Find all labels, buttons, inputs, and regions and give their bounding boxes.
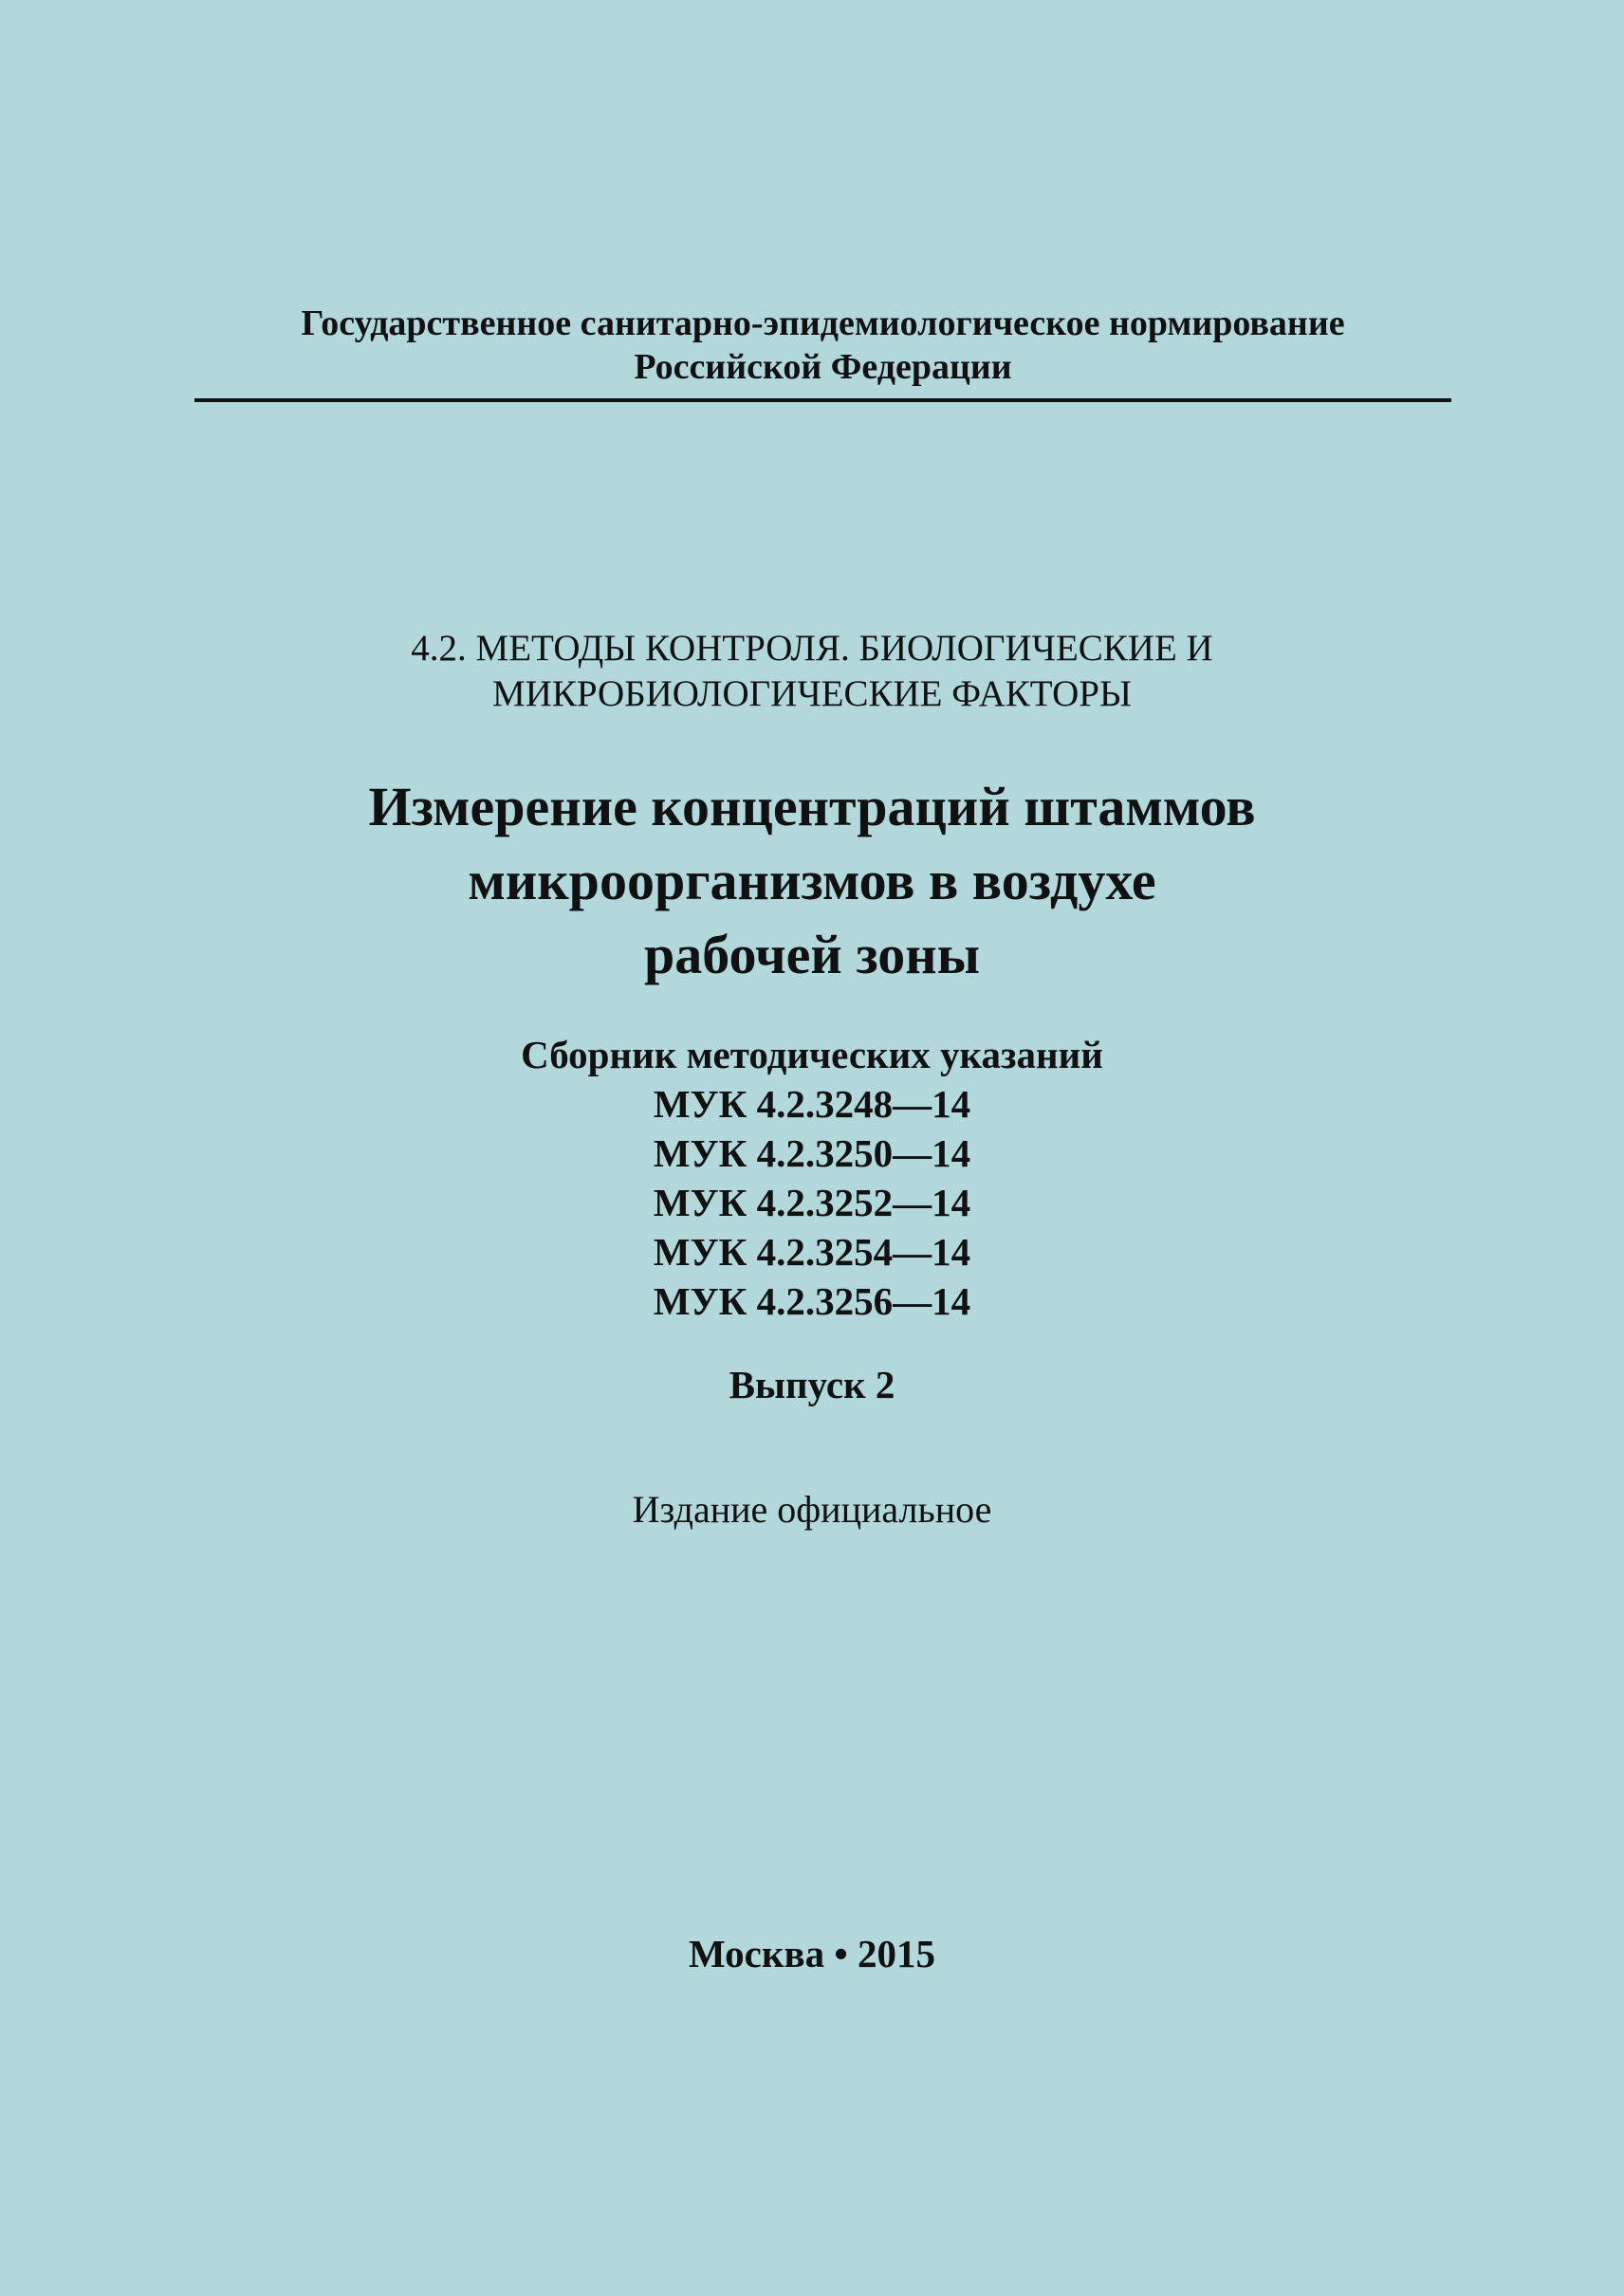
- document-title: [0, 770, 1624, 992]
- publisher-header-line-2: Российской Федерации: [634, 347, 1012, 387]
- edition-note: Издание официальное: [632, 1488, 992, 1531]
- collection-title: Сборник методических указаний: [521, 1033, 1103, 1076]
- muk-list: [0, 1079, 1624, 1326]
- muk-item: МУК 4.2.3254—14: [653, 1230, 971, 1274]
- collection-info: [0, 1030, 1624, 1326]
- section-heading: [0, 626, 1624, 717]
- header-divider: [194, 398, 1451, 402]
- muk-item: МУК 4.2.3252—14: [653, 1181, 971, 1224]
- document-title-line-2: микроорганизмов в воздухе: [468, 850, 1156, 911]
- issue-number: Выпуск 2: [729, 1363, 895, 1406]
- muk-item: МУК 4.2.3256—14: [653, 1279, 971, 1323]
- section-heading-line-2: МИКРОБИОЛОГИЧЕСКИЕ ФАКТОРЫ: [492, 673, 1132, 714]
- section-heading-line-1: 4.2. МЕТОДЫ КОНТРОЛЯ. БИОЛОГИЧЕСКИЕ И: [411, 628, 1213, 669]
- document-title-line-1: Измерение концентраций штаммов: [368, 776, 1256, 837]
- muk-item: МУК 4.2.3248—14: [653, 1082, 971, 1126]
- publication-place-year: Москва • 2015: [689, 1932, 935, 1975]
- publisher-header: [194, 302, 1451, 389]
- document-title-line-3: рабочей зоны: [643, 924, 981, 985]
- publisher-header-line-1: Государственное санитарно-эпидемиологическое нормирование: [301, 303, 1345, 343]
- muk-item: МУК 4.2.3250—14: [653, 1131, 971, 1175]
